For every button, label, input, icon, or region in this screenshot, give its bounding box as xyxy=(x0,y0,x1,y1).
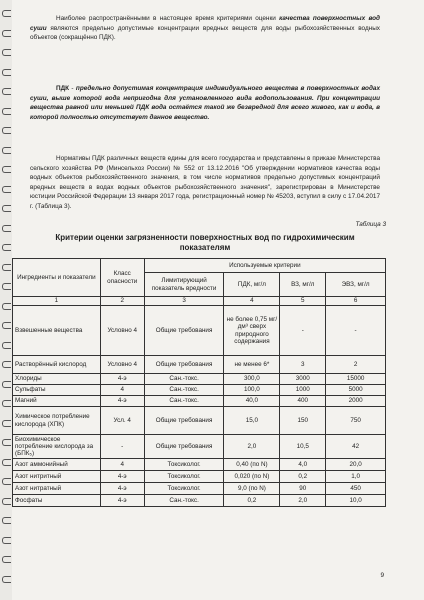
column-numbers-row xyxy=(13,297,386,306)
binding-ring xyxy=(2,537,11,544)
binding-ring xyxy=(2,576,11,583)
header-evz: ЭВЗ, мг/л xyxy=(326,273,386,297)
table-row xyxy=(13,435,386,459)
cell-limiting: Токсиколог. xyxy=(144,459,224,471)
paragraph-1-text-c: являются предельно допустимые концентрации вредных веществ для воды рыбохозяйственных водных объектов (сокращённо ПДК). xyxy=(30,24,380,42)
header-hazard-class: Класс опасности xyxy=(100,259,144,297)
cell-vz: 3 xyxy=(280,356,326,374)
cell-limiting: Сан.-токс. xyxy=(144,396,224,407)
cell-ingredient: Биохимическое потребление кислорода за (БПК₅) xyxy=(13,435,101,459)
table-row xyxy=(13,356,386,374)
cell-evz: 5000 xyxy=(326,385,386,396)
paragraph-1-text-a: Наиболее распространёнными в настоящее время критериями оценки xyxy=(56,15,280,22)
cell-pdk: 9,0 (по N) xyxy=(224,483,280,495)
cell-ingredient: Хлориды xyxy=(13,374,101,385)
binding-ring xyxy=(2,108,11,115)
cell-limiting: Общие требования xyxy=(144,356,224,374)
cell-pdk: 2,0 xyxy=(224,435,280,459)
page-number: 9 xyxy=(380,572,384,579)
paragraph-3-text: Нормативы ПДК различных веществ едины для всего государства и представлены в приказе Министерства сельского хозяйства РФ (Минсельхоз России) № 552 от 13.12.2016 "Об утверждении нормативов качества воды водных объектов рыбохозяйственного значения, в том числе нормативов предельно допустимых концентраций вредных веществ в водах водных объектов рыбохозяйственного значения", зарегистрирован в Министерстве юстиции Российской Федерации 13 января 2017 года, регистрационный номер № 45203, вступил в силу с 17.04.2017 г. (Таблица 3). xyxy=(30,155,380,210)
table-row xyxy=(13,306,386,356)
binding-ring xyxy=(2,283,11,290)
cell-evz: 2000 xyxy=(326,396,386,407)
cell-ingredient: Азот нитритный xyxy=(13,471,101,483)
cell-ingredient: Сульфаты xyxy=(13,385,101,396)
binding-ring xyxy=(2,264,11,271)
cell-evz: 42 xyxy=(326,435,386,459)
table-body xyxy=(13,306,386,507)
cell-pdk: не менее 6* xyxy=(224,356,280,374)
column-number: 3 xyxy=(144,297,224,306)
table-row xyxy=(13,483,386,495)
cell-vz: 4,0 xyxy=(280,459,326,471)
binding-ring xyxy=(2,420,11,427)
cell-hazard-class: 4-э xyxy=(100,396,144,407)
cell-hazard-class: 4 xyxy=(100,385,144,396)
table-caption: Таблица 3 xyxy=(355,221,386,228)
cell-pdk: 0,020 (по N) xyxy=(224,471,280,483)
table-row xyxy=(13,407,386,435)
cell-limiting: Токсиколог. xyxy=(144,471,224,483)
cell-vz: 90 xyxy=(280,483,326,495)
binding-ring xyxy=(2,147,11,154)
paragraph-2 xyxy=(30,84,380,122)
spiral-binding xyxy=(0,0,12,600)
paragraph-1-emphasis: качества поверхностных вод суши xyxy=(30,15,380,32)
binding-ring xyxy=(2,459,11,466)
cell-pdk: 40,0 xyxy=(224,396,280,407)
cell-vz: 1000 xyxy=(280,385,326,396)
cell-limiting: Токсиколог. xyxy=(144,483,224,495)
cell-limiting: Сан.-токс. xyxy=(144,495,224,507)
cell-ingredient: Растворённый кислород xyxy=(13,356,101,374)
pdk-definition: предельно допустимая концентрация индивидуального вещества в поверхностных водах суши, выше которой вода непригодна для установленного вида водопользования. При концентрации вещества равной или меньшей ПДК вода остаётся такой же безвредной для всего живого, как и вода, в которой полностью отсутствует данное вещество. xyxy=(30,85,381,121)
cell-hazard-class: - xyxy=(100,435,144,459)
cell-vz: 0,2 xyxy=(280,471,326,483)
cell-ingredient: Химическое потребление кислорода (ХПК) xyxy=(13,407,101,435)
binding-ring xyxy=(2,322,11,329)
table-row xyxy=(13,495,386,507)
binding-ring xyxy=(2,478,11,485)
cell-vz: 10,5 xyxy=(280,435,326,459)
cell-evz: 2 xyxy=(326,356,386,374)
binding-ring xyxy=(2,205,11,212)
binding-ring xyxy=(2,30,11,37)
cell-hazard-class: 4-э xyxy=(100,483,144,495)
binding-ring xyxy=(2,439,11,446)
cell-limiting: Сан.-токс. xyxy=(144,385,224,396)
binding-ring xyxy=(2,88,11,95)
cell-evz: 750 xyxy=(326,407,386,435)
cell-pdk: 100,0 xyxy=(224,385,280,396)
binding-ring xyxy=(2,303,11,310)
binding-ring xyxy=(2,244,11,251)
cell-ingredient: Фосфаты xyxy=(13,495,101,507)
cell-hazard-class: 4-э xyxy=(100,495,144,507)
cell-evz: 20,0 xyxy=(326,459,386,471)
cell-ingredient: Азот нитратный xyxy=(13,483,101,495)
cell-hazard-class: 4 xyxy=(100,459,144,471)
cell-pdk: 0,2 xyxy=(224,495,280,507)
cell-vz: - xyxy=(280,306,326,356)
cell-evz: 450 xyxy=(326,483,386,495)
cell-limiting: Общие требования xyxy=(144,435,224,459)
binding-ring xyxy=(2,556,11,563)
table-row xyxy=(13,374,386,385)
cell-ingredient: Взвешенные вещества xyxy=(13,306,101,356)
binding-ring xyxy=(2,225,11,232)
binding-ring xyxy=(2,498,11,505)
column-number: 5 xyxy=(280,297,326,306)
binding-ring xyxy=(2,517,11,524)
header-criteria: Используемые критерии xyxy=(144,259,385,273)
column-number: 6 xyxy=(326,297,386,306)
cell-limiting: Общие требования xyxy=(144,306,224,356)
binding-ring xyxy=(2,400,11,407)
cell-evz: 15000 xyxy=(326,374,386,385)
cell-pdk: не более 0,75 мг/дм³ сверх природного содержания xyxy=(224,306,280,356)
table-row xyxy=(13,471,386,483)
cell-evz: - xyxy=(326,306,386,356)
cell-hazard-class: Усл. 4 xyxy=(100,407,144,435)
criteria-table xyxy=(12,258,386,507)
cell-hazard-class: 4-э xyxy=(100,471,144,483)
pdk-term: ПДК xyxy=(56,85,70,92)
binding-ring xyxy=(2,381,11,388)
binding-ring xyxy=(2,342,11,349)
paragraph-2-dash: - xyxy=(69,85,76,92)
cell-pdk: 15,0 xyxy=(224,407,280,435)
cell-hazard-class: 4-э xyxy=(100,374,144,385)
table-row xyxy=(13,459,386,471)
cell-ingredient: Магний xyxy=(13,396,101,407)
cell-vz: 3000 xyxy=(280,374,326,385)
binding-ring xyxy=(2,166,11,173)
binding-ring xyxy=(2,361,11,368)
cell-pdk: 300,0 xyxy=(224,374,280,385)
cell-pdk: 0,40 (по N) xyxy=(224,459,280,471)
binding-ring xyxy=(2,186,11,193)
cell-ingredient: Азот аммонийный xyxy=(13,459,101,471)
column-number: 4 xyxy=(224,297,280,306)
paragraph-3 xyxy=(30,154,380,212)
table-row xyxy=(13,385,386,396)
binding-ring xyxy=(2,69,11,76)
table-row xyxy=(13,396,386,407)
cell-hazard-class: Условно 4 xyxy=(100,356,144,374)
cell-evz: 10,0 xyxy=(326,495,386,507)
header-ingredients: Ингредиенты и показатели xyxy=(13,259,101,297)
column-number: 1 xyxy=(13,297,101,306)
cell-vz: 2,0 xyxy=(280,495,326,507)
binding-ring xyxy=(2,49,11,56)
table-title: Критерии оценки загрязненности поверхностных вод по гидрохимическим показателям xyxy=(55,233,355,252)
binding-ring xyxy=(2,10,11,17)
cell-hazard-class: Условно 4 xyxy=(100,306,144,356)
cell-evz: 1,0 xyxy=(326,471,386,483)
cell-limiting: Общие требования xyxy=(144,407,224,435)
cell-vz: 150 xyxy=(280,407,326,435)
header-limiting: Лимитирующий показатель вредности xyxy=(144,273,224,297)
header-vz: ВЗ, мг/л xyxy=(280,273,326,297)
cell-limiting: Сан.-токс. xyxy=(144,374,224,385)
column-number: 2 xyxy=(100,297,144,306)
cell-vz: 400 xyxy=(280,396,326,407)
binding-ring xyxy=(2,127,11,134)
paragraph-1 xyxy=(30,14,380,43)
header-pdk: ПДК, мг/л xyxy=(224,273,280,297)
